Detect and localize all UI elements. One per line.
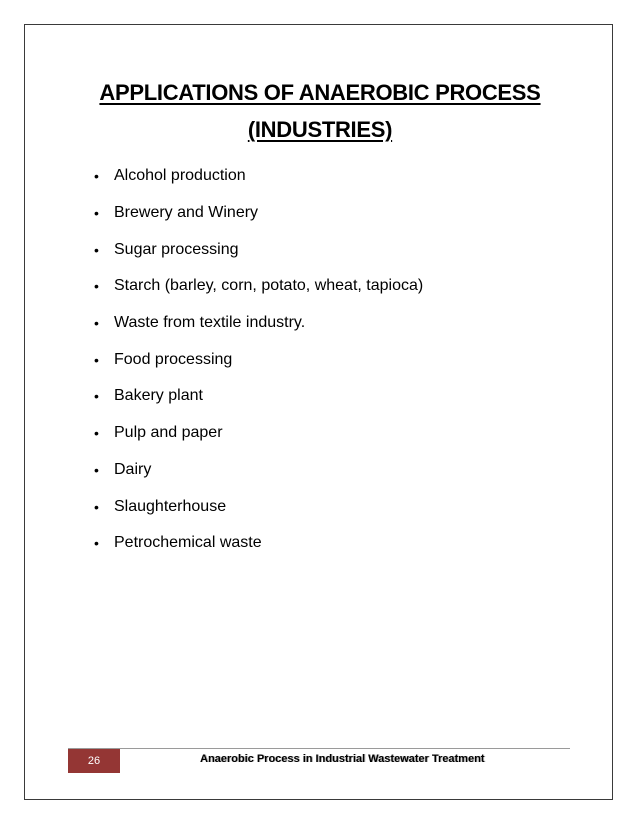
page-number-badge: [68, 749, 120, 773]
list-item: [94, 525, 423, 562]
list-item: [94, 195, 423, 232]
bullet-icon: •: [94, 168, 99, 185]
bullet-icon: •: [94, 498, 99, 515]
bullet-icon: •: [94, 315, 99, 332]
list-item-label: Alcohol production: [114, 167, 246, 185]
industry-list: [94, 158, 423, 562]
list-item: [94, 305, 423, 342]
footer-running-title: Anaerobic Process in Industrial Wastewater Treatment: [200, 753, 485, 765]
bullet-icon: •: [94, 351, 99, 368]
bullet-icon: •: [94, 425, 99, 442]
bullet-icon: •: [94, 205, 99, 222]
list-item: [94, 415, 423, 452]
bullet-icon: •: [94, 535, 99, 552]
list-item-label: Dairy: [114, 460, 152, 478]
bullet-icon: •: [94, 278, 99, 295]
list-item-label: Food processing: [114, 350, 233, 368]
list-item-label: Petrochemical waste: [114, 534, 262, 552]
bullet-icon: •: [94, 388, 99, 405]
list-item: [94, 341, 423, 378]
list-item: [94, 158, 423, 195]
list-item: [94, 488, 423, 525]
list-item: [94, 378, 423, 415]
bullet-icon: •: [94, 461, 99, 478]
list-item-label: Sugar processing: [114, 240, 239, 258]
list-item-label: Brewery and Winery: [114, 204, 259, 222]
list-item-label: Starch (barley, corn, potato, wheat, tapioca): [114, 277, 424, 295]
page-title-line-1: APPLICATIONS OF ANAEROBIC PROCESS: [99, 80, 541, 105]
list-item: [94, 268, 423, 305]
list-item-label: Waste from textile industry.: [114, 314, 306, 332]
list-item-label: Pulp and paper: [114, 424, 223, 442]
list-item-label: Slaughterhouse: [114, 497, 227, 515]
list-item: [94, 452, 423, 489]
page-title-line-2: (INDUSTRIES): [247, 117, 393, 142]
bullet-icon: •: [94, 241, 99, 258]
footer-divider: [68, 748, 570, 749]
list-item: [94, 231, 423, 268]
page-number: 26: [87, 755, 101, 767]
list-item-label: Bakery plant: [114, 387, 203, 405]
